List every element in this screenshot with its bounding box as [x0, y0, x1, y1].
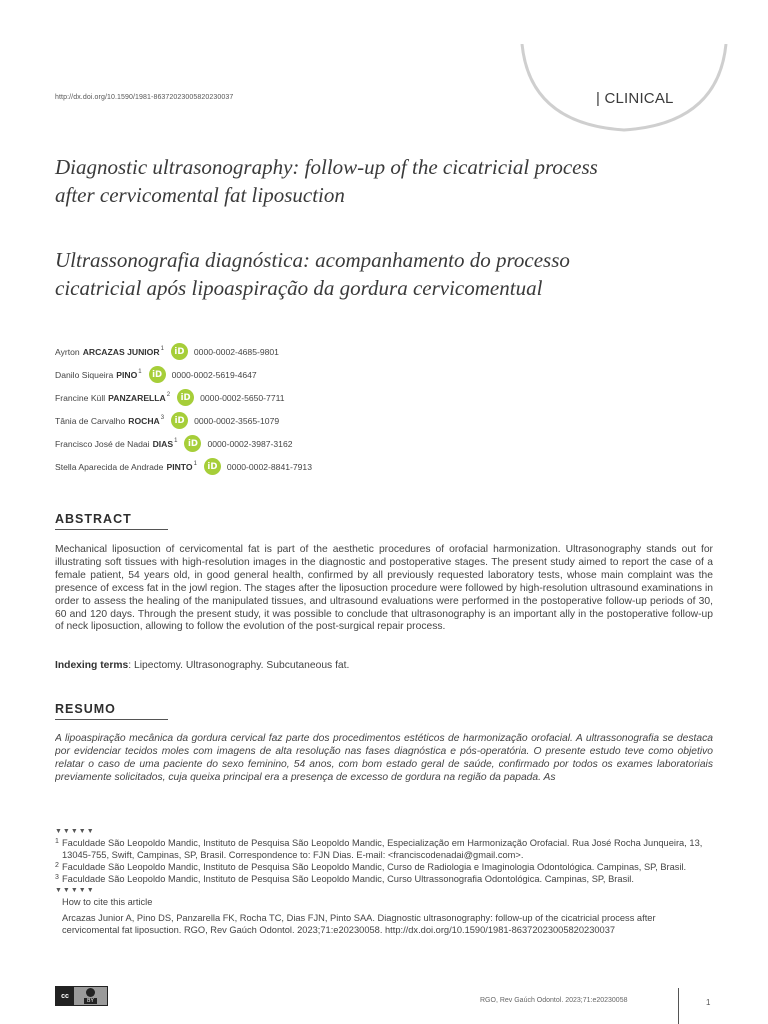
section-arc-decoration	[520, 44, 728, 134]
orcid-icon[interactable]: iD	[171, 412, 188, 429]
orcid-icon[interactable]: iD	[177, 389, 194, 406]
author-affiliation-mark: 1	[160, 345, 164, 352]
author-affiliation-mark: 3	[160, 414, 165, 421]
author-surname: ARCAZAS JUNIOR	[82, 346, 160, 357]
author-affiliation-mark: 1	[174, 437, 178, 444]
author-given-name: Francisco José de Nadai	[55, 438, 150, 449]
affiliation-number: 1	[55, 838, 59, 845]
by-attribution-icon	[74, 987, 107, 1005]
article-title-english: Diagnostic ultrasonography: follow-up of the cicatricial process after cervicomental fat liposuction	[55, 155, 598, 207]
author-given-name: Tânia de Carvalho	[55, 415, 126, 426]
affiliation-note	[55, 873, 715, 885]
author-list	[55, 340, 312, 478]
cite-heading: How to cite this article	[62, 897, 153, 907]
author-given-name: Ayrton	[55, 346, 80, 357]
footer-divider	[678, 988, 679, 1024]
author-row	[55, 455, 312, 478]
doi-link[interactable]: http://dx.doi.org/10.1590/1981-86372023005820230037	[55, 94, 234, 101]
orcid-number[interactable]: 0000-0002-5650-7711	[200, 392, 285, 403]
section-tag: | CLINICAL	[596, 90, 674, 107]
author-given-name: Francine Küll	[55, 392, 106, 403]
cite-text: Arcazas Junior A, Pino DS, Panzarella FK, Rocha TC, Dias FJN, Pinto SAA. Diagnostic ultrasonography: follow-up of the cicatricial process after cervicomental fat liposuction. RGO, Rev Gaúch Odontol. 2023;71:e20230058. http://dx.doi.org/10.1590/1981-86372023005820230037	[62, 913, 656, 935]
author-row	[55, 340, 312, 363]
resumo-heading-rule	[55, 719, 168, 720]
orcid-number[interactable]: 0000-0002-4685-9801	[193, 346, 279, 357]
abstract-heading: ABSTRACT	[55, 512, 132, 526]
affiliation-text: Faculdade São Leopoldo Mandic, Instituto de Pesquisa São Leopoldo Mandic, Curso Ultrassonografia Odontológica. Campinas, SP, Brasil.	[62, 874, 634, 884]
orcid-number[interactable]: 0000-0002-3987-3162	[207, 438, 293, 449]
orcid-icon[interactable]: iD	[149, 366, 166, 383]
affiliation-text: Faculdade São Leopoldo Mandic, Instituto de Pesquisa São Leopoldo Mandic, Especialização em Harmonização Orofacial. Rua José Rocha Junqueira, 13, 13045-755, Swift, Campinas, SP, Brasil. Correspondence to: FJN Dias. E-mail: <franciscodenadai@gmail.com>.	[62, 838, 703, 860]
orcid-number[interactable]: 0000-0002-3565-1079	[194, 415, 280, 426]
affiliation-number: 2	[55, 862, 59, 869]
footer-journal-citation: RGO, Rev Gaúch Odontol. 2023;71:e20230058	[480, 997, 628, 1004]
cc-by-license-badge[interactable]	[55, 986, 108, 1006]
author-given-name: Danilo Siqueira	[55, 369, 114, 380]
author-affiliation-mark: 1	[138, 368, 142, 375]
affiliation-note	[55, 861, 715, 873]
author-surname: PANZARELLA	[108, 392, 166, 403]
footnote-separator: ▼▼▼▼▼	[55, 887, 95, 894]
cc-icon: cc	[56, 987, 74, 1005]
affiliation-number: 3	[55, 874, 59, 881]
author-row	[55, 386, 312, 409]
orcid-icon[interactable]: iD	[204, 458, 221, 475]
by-label: BY	[84, 998, 97, 1004]
resumo-heading: RESUMO	[55, 702, 116, 716]
author-surname: PINO	[116, 369, 138, 380]
author-surname: ROCHA	[128, 415, 160, 426]
author-affiliation-mark: 2	[166, 391, 171, 398]
orcid-number[interactable]: 0000-0002-8841-7913	[226, 461, 312, 472]
indexing-terms	[55, 660, 713, 673]
author-given-name: Stella Aparecida de Andrade	[55, 461, 164, 472]
indexing-terms-label: Indexing terms	[55, 660, 129, 671]
orcid-icon[interactable]: iD	[171, 343, 188, 360]
footnote-separator: ▼▼▼▼▼	[55, 828, 95, 835]
affiliation-note	[55, 837, 715, 861]
resumo-text: A lipoaspiração mecânica da gordura cervical faz parte dos procedimentos estéticos de harmonização orofacial. A ultrassonografia se destaca por evidenciar tecidos moles com imagens de alta resolução nas fases diagnóstica e pós-operatória. O presente estudo teve como objetivo relatar o caso de uma paciente do sexo feminino, 54 anos, com bom estado geral de saúde, confirmado por todos os exames laboratoriais previamente solicitados, cuja queixa principal era a presença de excesso de gordura na região da papada. As	[55, 733, 713, 783]
indexing-terms-values: : Lipectomy. Ultrasonography. Subcutaneous fat.	[128, 660, 350, 671]
abstract-heading-rule	[55, 529, 168, 530]
author-row	[55, 363, 312, 386]
author-surname: DIAS	[152, 438, 174, 449]
author-row	[55, 409, 312, 432]
footnotes	[55, 826, 715, 936]
author-row	[55, 432, 312, 455]
orcid-number[interactable]: 0000-0002-5619-4647	[171, 369, 257, 380]
orcid-icon[interactable]: iD	[184, 435, 201, 452]
article-title-portuguese: Ultrassonografia diagnóstica: acompanhamento do processo cicatricial após lipoaspiração da gordura cervicomentual	[55, 248, 570, 300]
person-icon	[86, 988, 95, 997]
affiliation-text: Faculdade São Leopoldo Mandic, Instituto de Pesquisa São Leopoldo Mandic, Curso de Radiologia e Imaginologia Odontológica. Campinas, SP, Brasil.	[62, 862, 687, 872]
author-affiliation-mark: 1	[193, 460, 197, 467]
page-number: 1	[706, 998, 711, 1007]
abstract-text: Mechanical liposuction of cervicomental fat is part of the aesthetic procedures of orofacial harmonization. Ultrasonography stands out for illustrating soft tissues with high-resolution images in the diagnostic and postoperative stages. The present study aimed to report the case of a female patient, 54 years old, in good general health, confirmed by all previously requested laboratory tests, whose main complaint was the presence of excess fat in the jowl region. The stages after the liposuction procedure were followed by high-resolution ultrasound examinations in order to assess the healing of the manipulated tissues, and ultrasound evaluations were performed in the postoperative follow-up periods of 30, 60 and 120 days. Through the present study, it was possible to conclude that ultrasonography is an important ally in the postoperative follow-up of neck liposuction, allowing to follow the evolution of the post-surgical repair process.	[55, 544, 713, 633]
author-surname: PINTO	[166, 461, 193, 472]
